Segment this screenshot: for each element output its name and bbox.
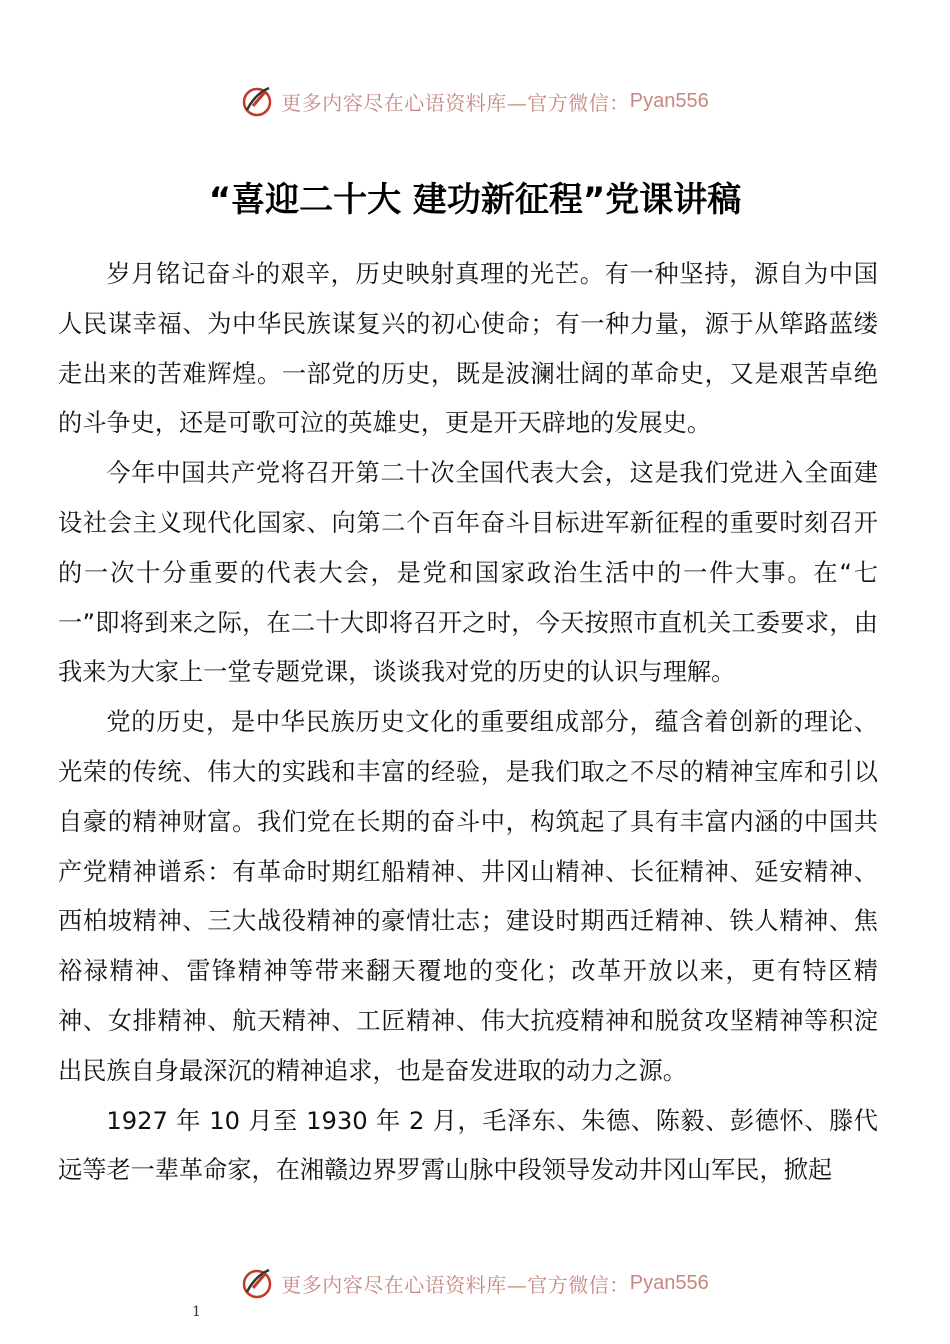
pen-logo-icon xyxy=(241,1266,275,1300)
page-number: 1 xyxy=(192,1304,201,1320)
footer-banner xyxy=(0,1266,950,1300)
paragraph: 岁月铭记奋斗的艰辛，历史映射真理的光芒。有一种坚持，源自为中国人民谋幸福、为中华民族谋复兴的初心使命；有一种力量，源于从筚路蓝缕走出来的苦难辉煌。一部党的历史，既是波澜壮阔的革命史，又是艰苦卓绝的斗争史，还是可歌可泣的英雄史，更是开天辟地的发展史。 xyxy=(58,260,878,438)
banner-text: 更多内容尽在心语资料库—官方微信： xyxy=(281,90,630,115)
banner-wechat-id: Pyan556 xyxy=(629,89,709,112)
paragraph: 1927 年 10 月至 1930 年 2 月，毛泽东、朱德、陈毅、彭德怀、滕代远等老一辈革命家，在湘赣边界罗霄山脉中段领导发动井冈山军民，掀起 xyxy=(58,1106,878,1185)
paragraph: 今年中国共产党将召开第二十次全国代表大会，这是我们党进入全面建设社会主义现代化国家、向第二个百年奋斗目标进军新征程的重要时刻召开的一次十分重要的代表大会，是党和国家政治生活中的一件大事。在“七一”即将到来之际，在二十大即将召开之时，今天按照市直机关工委要求，由我来为大家上一堂专题党课，谈谈我对党的历史的认识与理解。 xyxy=(58,459,878,687)
pen-logo-icon xyxy=(241,84,275,118)
document-body xyxy=(58,250,878,1196)
document-title: “喜迎二十大 建功新征程”党课讲稿 xyxy=(208,180,742,220)
banner-wechat-id: Pyan556 xyxy=(629,1271,709,1294)
paragraph: 党的历史，是中华民族历史文化的重要组成部分，蕴含着创新的理论、光荣的传统、伟大的实践和丰富的经验，是我们取之不尽的精神宝库和引以自豪的精神财富。我们党在长期的奋斗中，构筑起了具有丰富内涵的中国共产党精神谱系：有革命时期红船精神、井冈山精神、长征精神、延安精神、西柏坡精神、三大战役精神的豪情壮志；建设时期西迁精神、铁人精神、焦裕禄精神、雷锋精神等带来翻天覆地的变化；改革开放以来，更有特区精神、女排精神、航天精神、工匠精神、伟大抗疫精神和脱贫攻坚精神等积淀出民族自身最深沉的精神追求，也是奋发进取的动力之源。 xyxy=(58,708,878,1085)
header-banner xyxy=(0,84,950,118)
banner-text: 更多内容尽在心语资料库—官方微信： xyxy=(281,1272,630,1297)
